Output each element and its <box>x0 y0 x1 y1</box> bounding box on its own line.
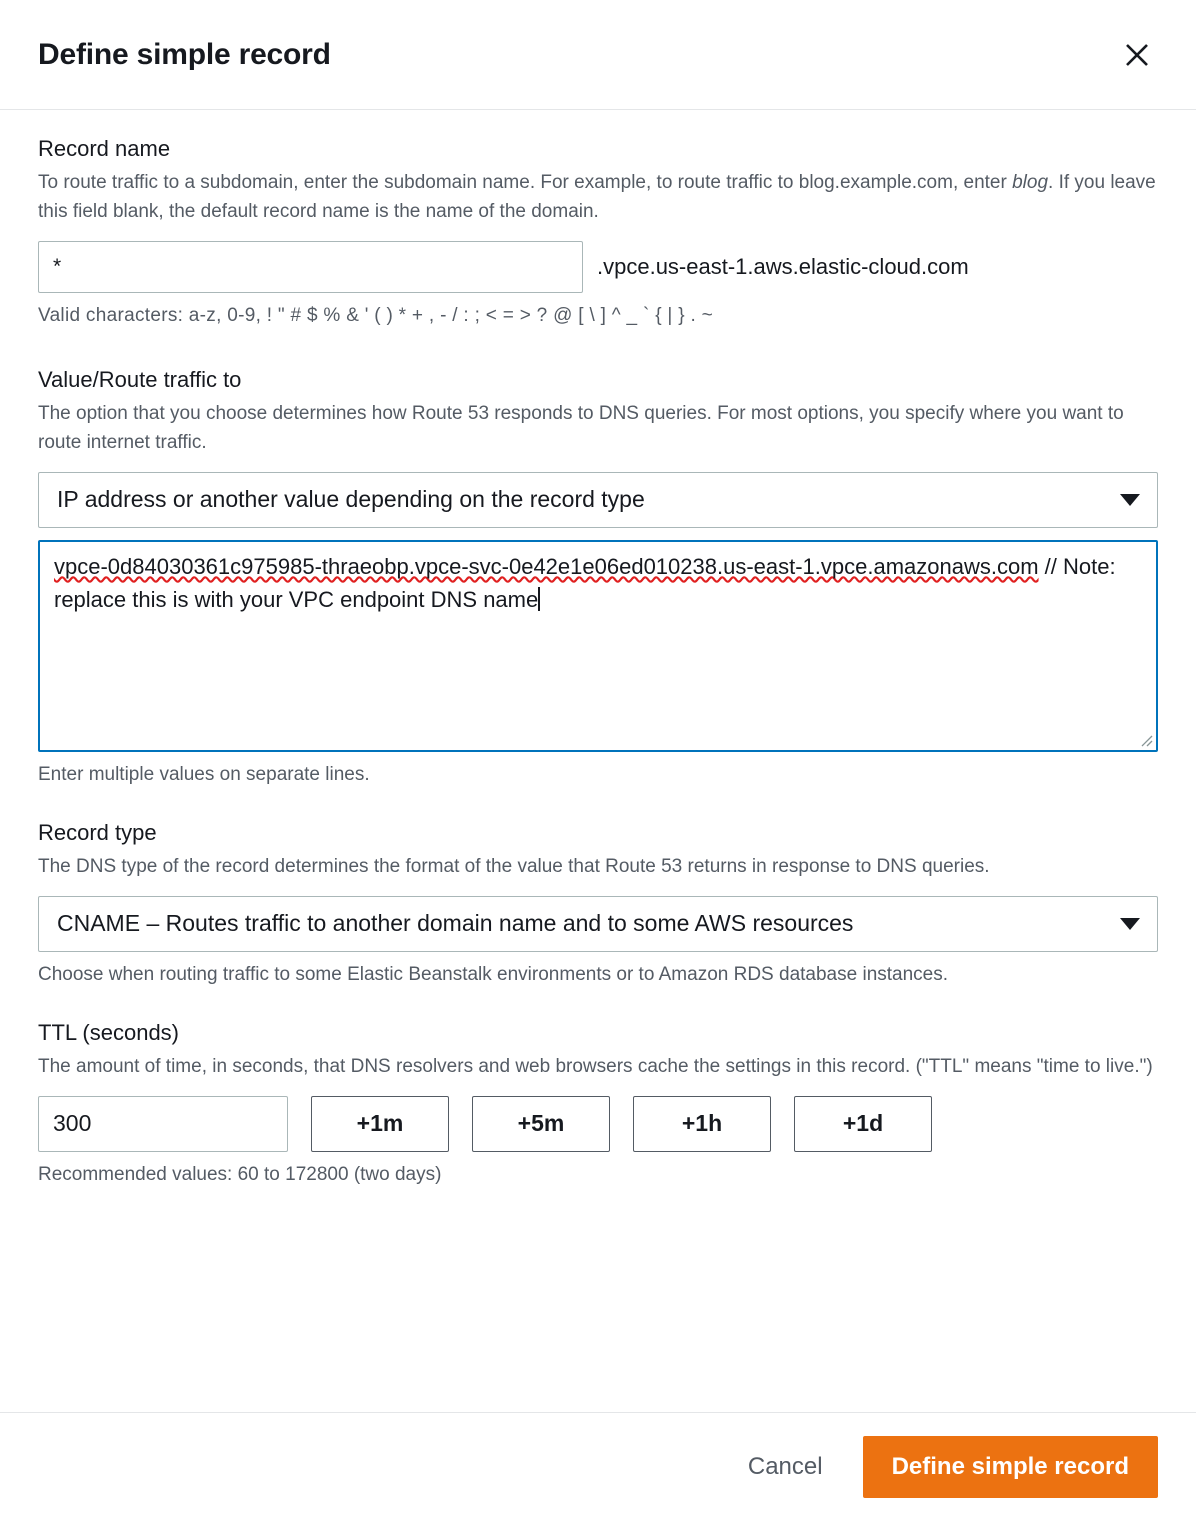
record-name-input[interactable] <box>38 241 583 293</box>
record-type-select-value: CNAME – Routes traffic to another domain name and to some AWS resources <box>57 910 854 937</box>
record-type-group <box>38 820 1158 988</box>
record-name-description <box>38 168 1158 227</box>
ttl-add-1d-button[interactable]: +1d <box>794 1096 932 1152</box>
value-route-description: The option that you choose determines how Route 53 responds to DNS queries. For most options, you specify where you want to route internet traffic. <box>38 402 1124 454</box>
record-name-row <box>38 241 1158 293</box>
ttl-input[interactable] <box>38 1096 288 1152</box>
ttl-group <box>38 1020 1158 1188</box>
record-value-textarea[interactable] <box>38 540 1158 752</box>
record-name-description-example: blog <box>1012 172 1049 193</box>
ttl-add-5m-button[interactable]: +5m <box>472 1096 610 1152</box>
value-route-select-wrapper <box>38 472 1158 528</box>
record-type-select-wrapper <box>38 896 1158 952</box>
close-icon[interactable] <box>1116 34 1158 76</box>
define-simple-record-button[interactable]: Define simple record <box>863 1436 1158 1498</box>
record-value-text-main: vpce-0d84030361c975985-thraeobp.vpce-svc-0e42e1e06ed010238.us-east-1.vpce.amazonaws.com <box>54 553 1039 579</box>
record-type-label: Record type <box>38 820 157 846</box>
record-name-valid-characters: Valid characters: a-z, 0-9, ! " # $ % & ' ( ) * + , - / : ; < = > ? @ [ \ ] ^ _ ` { | } . ~ <box>38 304 714 326</box>
ttl-recommended: Recommended values: 60 to 172800 (two days) <box>38 1163 442 1185</box>
record-name-label: Record name <box>38 136 171 161</box>
record-value-text-note: // Note: replace this is with your VPC endpoint DNS name <box>54 553 1116 612</box>
value-route-group <box>38 367 1158 788</box>
value-route-select[interactable] <box>38 472 1158 528</box>
dialog-footer <box>0 1412 1196 1520</box>
cancel-button[interactable]: Cancel <box>738 1445 833 1489</box>
ttl-add-1h-button[interactable]: +1h <box>633 1096 771 1152</box>
record-name-description-part2: . If you leave this field blank, the default record name is the name of the domain. <box>38 172 1156 223</box>
resize-handle[interactable] <box>1139 733 1153 747</box>
record-name-domain-suffix: .vpce.us-east-1.aws.elastic-cloud.com <box>597 253 969 279</box>
dialog-body <box>0 110 1196 1412</box>
record-type-description: The DNS type of the record determines the format of the value that Route 53 returns in response to DNS queries. <box>38 856 990 878</box>
record-name-description-part1: To route traffic to a subdomain, enter the subdomain name. For example, to route traffic to blog.example.com, enter <box>38 172 1013 193</box>
value-route-label: Value/Route traffic to <box>38 366 242 392</box>
ttl-label: TTL (seconds) <box>38 1020 180 1046</box>
text-cursor <box>538 587 540 611</box>
value-route-select-value: IP address or another value depending on the record type <box>57 486 645 513</box>
ttl-description: The amount of time, in seconds, that DNS resolvers and web browsers cache the settings in this record. ("TTL" means "time to live.") <box>38 1056 1153 1078</box>
record-type-helper: Choose when routing traffic to some Elastic Beanstalk environments or to Amazon RDS database instances. <box>38 963 949 985</box>
record-name-group <box>38 136 1158 327</box>
dialog-header <box>0 0 1196 110</box>
page-title: Define simple record <box>38 37 331 71</box>
ttl-add-1m-button[interactable]: +1m <box>311 1096 449 1152</box>
ttl-row <box>38 1096 1158 1152</box>
record-type-select[interactable] <box>38 896 1158 952</box>
record-value-hint: Enter multiple values on separate lines. <box>38 763 370 785</box>
